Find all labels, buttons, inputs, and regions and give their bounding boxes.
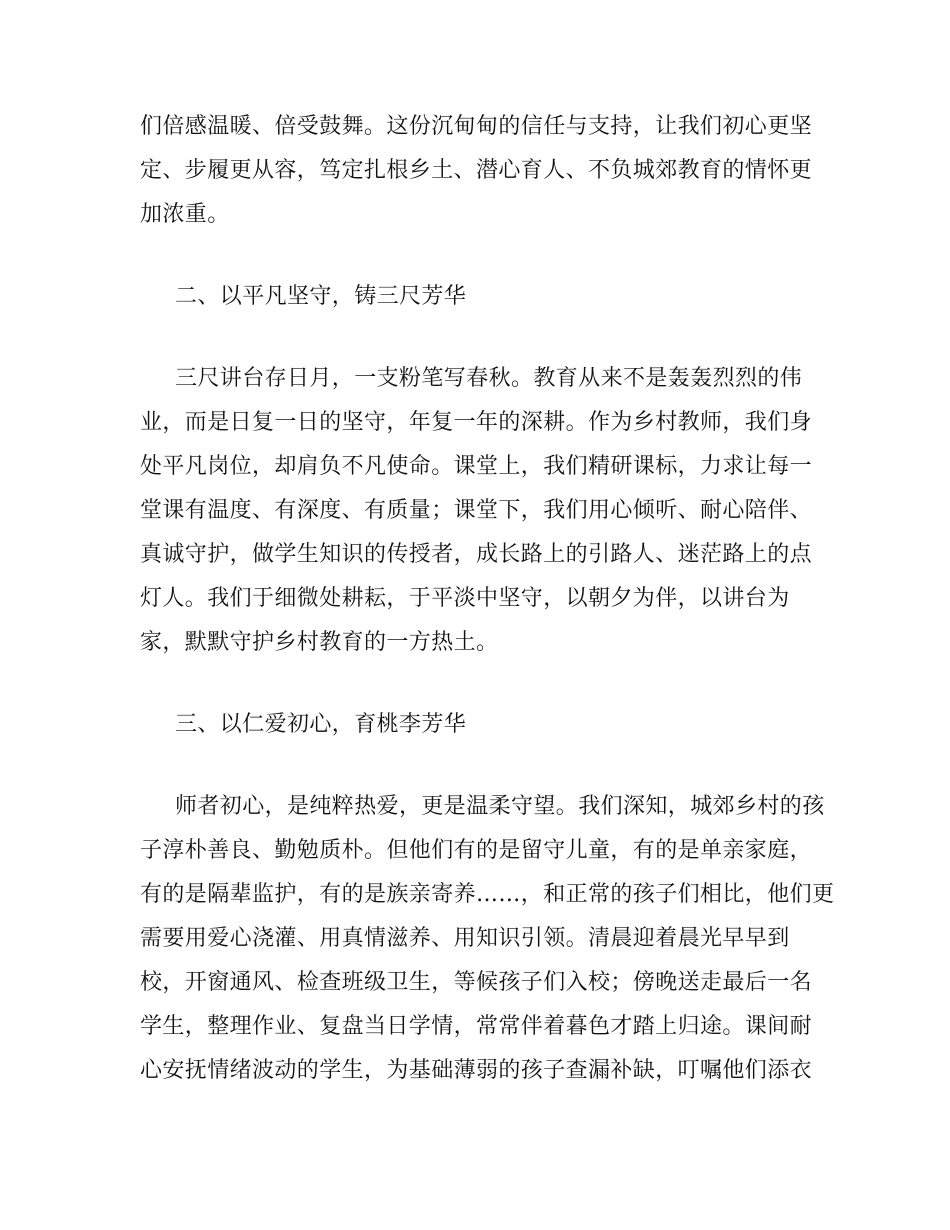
paragraph-line: 师者初心，是纯粹热爱，更是温柔守望。我们深知，城郊乡村的孩: [175, 794, 825, 819]
paragraph-line: 真诚守护，做学生知识的传授者，成长路上的引路人、迷茫路上的点: [140, 542, 813, 567]
paragraph-line: 学生，整理作业、复盘当日学情，常常伴着暮色才踏上归途。课间耐: [140, 1014, 813, 1039]
paragraph-line: 三尺讲台存日月，一支粉笔写春秋。教育从来不是轰轰烈烈的伟: [175, 366, 803, 391]
paragraph-line: 处平凡岗位，却肩负不凡使命。课堂上，我们精研课标，力求让每一: [140, 454, 813, 479]
paragraph-line: 心安抚情绪波动的学生，为基础薄弱的孩子查漏补缺，叮嘱他们添衣: [140, 1058, 813, 1083]
paragraph-line: 有的是隔辈监护，有的是族亲寄养……，和正常的孩子们相比，他们更: [140, 882, 835, 907]
paragraph-line: 子淳朴善良、勤勉质朴。但他们有的是留守儿童，有的是单亲家庭，: [140, 838, 813, 863]
paragraph-line: 业，而是日复一日的坚守，年复一年的深耕。作为乡村教师，我们身: [140, 410, 813, 435]
paragraph-line: 校，开窗通风、检查班级卫生，等候孩子们入校；傍晚送走最后一名: [140, 970, 813, 995]
section-heading: 二、以平凡坚守，铸三尺芳华: [175, 284, 467, 309]
paragraph-line: 堂课有温度、有深度、有质量；课堂下，我们用心倾听、耐心陪伴、: [140, 498, 813, 523]
paragraph-line: 加浓重。: [140, 202, 230, 227]
paragraph-line: 需要用爱心浇灌、用真情滋养、用知识引领。清晨迎着晨光早早到: [140, 926, 790, 951]
paragraph-line: 定、步履更从容，笃定扎根乡土、潜心育人、不负城郊教育的情怀更: [140, 158, 813, 183]
paragraph-line: 灯人。我们于细微处耕耘，于平淡中坚守，以朝夕为伴，以讲台为: [140, 586, 790, 611]
paragraph-line: 们倍感温暖、倍受鼓舞。这份沉甸甸的信任与支持，让我们初心更坚: [140, 114, 813, 139]
paragraph-line: 家，默默守护乡村教育的一方热土。: [140, 630, 499, 655]
section-heading: 三、以仁爱初心，育桃李芳华: [175, 712, 467, 737]
